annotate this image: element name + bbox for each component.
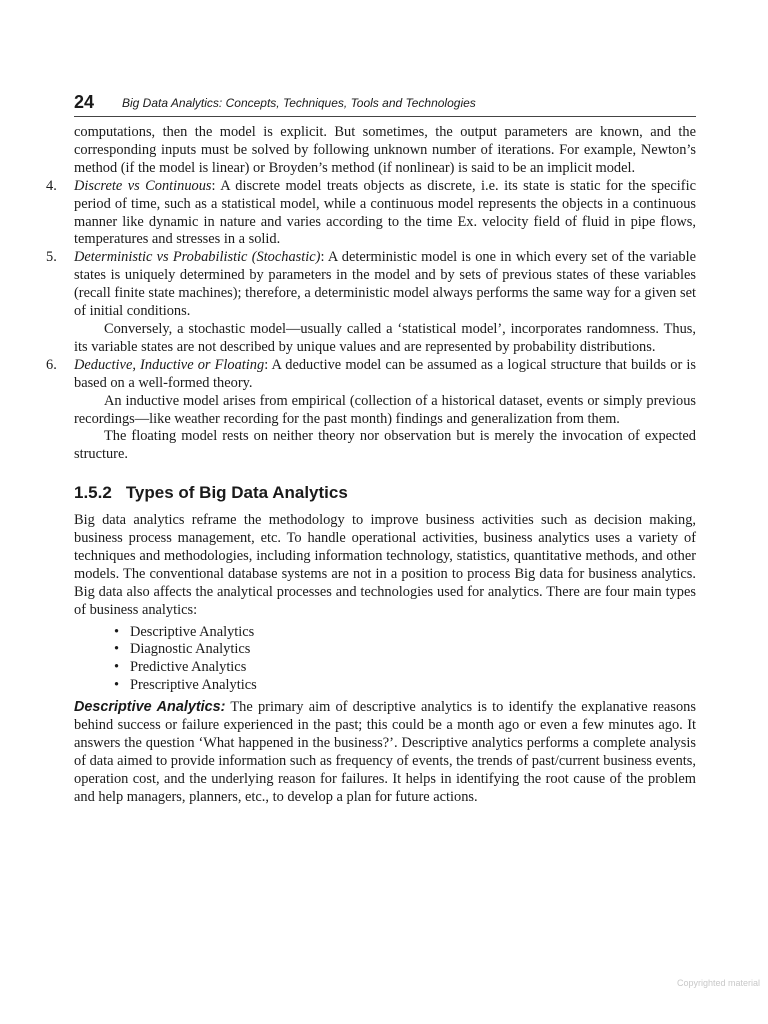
section-number: 1.5.2 xyxy=(74,483,112,503)
list-item: • Descriptive Analytics xyxy=(114,623,255,640)
item-number: 6. xyxy=(46,356,57,373)
section-intro-paragraph: Big data analytics reframe the methodology to improve business activities such as decision making, business process management, etc. To handle operational activities, business analytics uses a variety of techniques and methodologies, including information technology, statistics, quantitative methods, and other models. The conventional database systems are not in a position to process Big data for business analytics. Big data also affects the analytical processes and technologies used for analytics. There are four main types of business analytics: xyxy=(74,512,696,618)
item-number: 5. xyxy=(46,249,57,266)
running-title: Big Data Analytics: Concepts, Techniques, Tools and Technologies xyxy=(122,96,476,110)
list-item: • Diagnostic Analytics xyxy=(114,641,251,658)
section-heading xyxy=(74,484,696,502)
list-item-5 xyxy=(46,249,696,321)
section-title: Types of Big Data Analytics xyxy=(125,483,348,503)
list-item-6 xyxy=(46,356,696,393)
list-item-4 xyxy=(46,177,696,250)
item-5-continuation: Conversely, a stochastic model—usually called a ‘statistical model’, incorporates randomness. Thus, its variable states are not described by unique values and are represented by probability distributions. xyxy=(74,320,696,355)
page-number: 24 xyxy=(74,92,95,112)
page-header xyxy=(74,92,696,117)
item-term: Deductive, Inductive or Floating xyxy=(74,356,265,373)
descriptive-analytics-text: The primary aim of descriptive analytics is to identify the explanative reasons behind success or failure experienced in the past; this could be a month ago or even a few minutes ago. It answers the question ‘What happened in the business?’. Descriptive analytics performs a complete analysis of data aimed to provide information such as frequency of events, the trends of past/current business events, operation cost, and the underlying reason for failures. It helps in identifying the root cause of the problem and help managers, planners, etc., to develop a plan for future actions. xyxy=(74,699,696,805)
list-item: • Prescriptive Analytics xyxy=(114,677,257,694)
item-number: 4. xyxy=(46,177,57,194)
item-text: : A discrete model treats objects as discrete, i.e. its state is static for the specific period of time, such as a statistical model, while a continuous model represents the objects in a continuous manner like dynamic in nature and varies according to the time Ex. velocity field of fluid in pipe flows, temperatures and stresses in a solid. xyxy=(74,177,696,248)
bullet-icon: • xyxy=(114,641,120,658)
bullet-icon: • xyxy=(114,659,120,676)
item-text: : A deterministic model is one in which every set of the variable states is uniquely determined by parameters in the model and by sets of previous states of these variables (recall finite state machines); therefore, a deterministic model always performs the same way for a given set of initial conditions. xyxy=(74,249,696,320)
analytics-types-list xyxy=(74,624,696,696)
list-item: • Predictive Analytics xyxy=(114,659,247,676)
item-text: : A deductive model can be assumed as a logical structure that builds or is based on a well-formed theory. xyxy=(74,356,696,391)
descriptive-analytics-lead: Descriptive Analytics: xyxy=(74,699,226,716)
page-content xyxy=(46,124,696,807)
item-6-continuation-floating: The floating model rests on neither theory nor observation but is merely the invocation of expected structure. xyxy=(74,428,696,463)
continuation-paragraph: computations, then the model is explicit. But sometimes, the output parameters are known, and the corresponding inputs must be solved by following unknown number of iterations. For example, Newton’s method (if the model is linear) or Broyden’s method (if nonlinear) is said to be an implicit model. xyxy=(74,124,696,176)
item-term: Discrete vs Continuous xyxy=(74,177,212,194)
copyright-watermark: Copyrighted material xyxy=(676,978,760,988)
bullet-icon: • xyxy=(114,623,120,640)
item-6-continuation-inductive: An inductive model arises from empirical (collection of a historical dataset, events or simply previous recordings—like weather recording for the past month) findings and generalization from them. xyxy=(74,392,696,427)
descriptive-analytics-paragraph xyxy=(74,699,696,806)
bullet-icon: • xyxy=(114,677,120,694)
item-term: Deterministic vs Probabilistic (Stochastic) xyxy=(74,249,321,266)
